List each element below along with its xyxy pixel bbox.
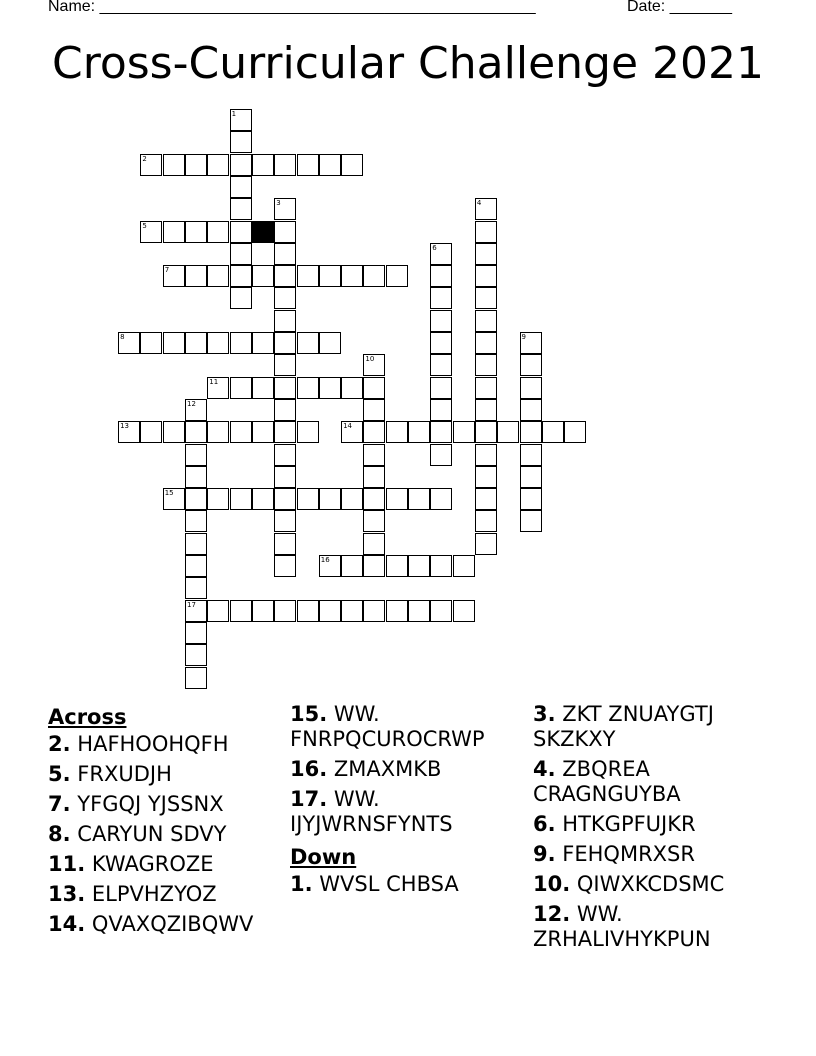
grid-cell[interactable] [475,287,497,309]
clue-number-label: 7 [164,266,170,275]
grid-cell[interactable] [163,421,185,443]
clue-text: KWAGROZE [91,852,214,876]
across-clue [48,882,288,907]
clue-number: 13. [48,882,86,906]
grid-cell[interactable] [207,221,229,243]
grid-cell[interactable] [230,287,252,309]
grid-cell[interactable] [185,667,207,689]
clue-text: YFGQJ YJSSNX [77,792,224,816]
across-heading: Across [48,705,127,729]
clue-text: QIWXKCDSMC [576,872,725,896]
grid-cell[interactable] [185,421,207,443]
clue-number-label: 10 [365,355,375,364]
grid-cell[interactable] [274,399,296,421]
across-clue [48,792,288,817]
grid-cell[interactable] [230,221,252,243]
grid-cell[interactable] [207,332,229,354]
grid-cell[interactable] [163,154,185,176]
clue-text: CARYUN SDVY [77,822,227,846]
clue-number-label: 3 [276,199,281,208]
grid-cell[interactable] [185,466,207,488]
grid-cell[interactable] [542,421,564,443]
across-clue [290,787,522,837]
clue-number-label: 9 [521,333,526,341]
grid-cell[interactable] [430,399,452,421]
grid-cell[interactable] [475,354,497,376]
grid-cell[interactable] [185,577,207,599]
grid-cell[interactable] [341,488,363,510]
clue-text: WW. IJYJWRNSFYNTS [290,787,453,836]
grid-cell[interactable] [363,555,385,577]
grid-cell[interactable] [430,287,452,309]
clue-column-2 [290,702,522,902]
grid-cell[interactable] [207,488,229,510]
grid-cell[interactable] [185,332,207,354]
grid-cell[interactable] [274,444,296,466]
grid-cell[interactable] [274,265,296,287]
grid-cell[interactable] [274,243,296,265]
grid-block [252,221,274,243]
down-clue [533,757,769,807]
grid-cell[interactable] [185,265,207,287]
clue-number: 14. [48,912,86,936]
grid-cell[interactable] [408,600,430,622]
grid-cell[interactable] [520,510,542,532]
clue-number: 12. [533,902,571,926]
grid-cell[interactable] [475,533,497,555]
grid-cell[interactable] [230,154,252,176]
grid-cell[interactable] [297,377,319,399]
grid-cell[interactable] [297,600,319,622]
clue-text: FRXUDJH [77,762,172,786]
clue-number: 15. [290,702,328,726]
grid-cell[interactable] [430,600,452,622]
grid-cell[interactable] [430,332,452,354]
grid-cell[interactable] [475,488,497,510]
grid-cell[interactable] [230,488,252,510]
grid-cell[interactable] [475,399,497,421]
clue-number: 10. [533,872,571,896]
grid-cell[interactable] [207,265,229,287]
clue-number: 9. [533,842,556,866]
across-clue [48,852,288,877]
grid-cell[interactable] [475,221,497,243]
grid-cell[interactable] [453,555,475,577]
grid-cell[interactable] [497,421,519,443]
clue-number-label: 17 [187,600,196,609]
grid-cell[interactable] [475,510,497,532]
grid-cell[interactable] [430,377,452,399]
grid-cell[interactable] [297,154,319,176]
grid-cell[interactable] [140,332,162,354]
clue-number-label: 16 [320,556,330,564]
grid-cell[interactable] [363,510,385,532]
grid-cell[interactable] [252,488,274,510]
grid-cell[interactable] [319,600,341,622]
clue-text: ELPVHZYOZ [91,882,217,906]
grid-cell[interactable] [274,600,296,622]
clue-number: 7. [48,792,71,816]
down-clue [533,902,769,952]
grid-cell[interactable] [274,287,296,309]
grid-cell[interactable] [140,421,162,443]
grid-cell[interactable] [230,265,252,287]
clue-column-3 [533,702,769,957]
grid-cell[interactable] [230,198,252,220]
grid-cell[interactable] [274,555,296,577]
grid-cell[interactable] [430,310,452,332]
down-clue [533,872,769,897]
across-clue [290,702,522,752]
grid-cell[interactable] [475,243,497,265]
clue-text: ZBQREA CRAGNGUYBA [533,757,681,806]
grid-cell[interactable] [520,399,542,421]
grid-cell[interactable] [319,377,341,399]
across-clue [48,912,288,937]
clue-number-label: 13 [120,422,130,431]
clue-number-label: 1 [231,110,237,118]
grid-cell[interactable] [252,600,274,622]
grid-cell[interactable] [163,332,185,354]
grid-cell[interactable] [408,555,430,577]
grid-cell[interactable] [230,332,252,354]
grid-cell[interactable] [230,421,252,443]
grid-cell[interactable] [341,377,363,399]
clue-number-label: 15 [164,489,174,498]
clue-number-label: 6 [432,243,437,252]
grid-cell[interactable] [341,265,363,287]
clue-number-label: 12 [187,399,196,408]
across-clue [290,757,522,782]
grid-cell[interactable] [475,444,497,466]
grid-cell[interactable] [274,533,296,555]
grid-cell[interactable] [230,600,252,622]
grid-cell[interactable] [475,421,497,443]
grid-cell[interactable] [363,444,385,466]
grid-cell[interactable] [341,154,363,176]
grid-cell[interactable] [430,488,452,510]
clue-text: HTKGPFUJKR [562,812,696,836]
grid-cell[interactable] [453,600,475,622]
grid-cell[interactable] [475,466,497,488]
clue-number-label: 11 [209,377,219,386]
grid-cell[interactable] [475,377,497,399]
clue-number-label: 2 [142,154,147,163]
grid-cell[interactable] [319,488,341,510]
clue-number: 16. [290,757,328,781]
down-heading: Down [290,845,357,869]
down-clue [533,702,769,752]
grid-cell[interactable] [319,265,341,287]
grid-cell[interactable] [564,421,586,443]
grid-cell[interactable] [207,600,229,622]
clue-number: 17. [290,787,328,811]
grid-cell[interactable] [363,377,385,399]
clue-number: 6. [533,812,556,836]
grid-cell[interactable] [185,510,207,532]
clue-number-label: 8 [120,333,125,341]
grid-cell[interactable] [274,332,296,354]
down-clue [290,872,522,897]
grid-cell[interactable] [185,555,207,577]
grid-cell[interactable] [319,154,341,176]
grid-cell[interactable] [363,265,385,287]
date-line: Date: _______ [627,0,732,15]
grid-cell[interactable] [297,421,319,443]
clue-number: 4. [533,757,556,781]
grid-cell[interactable] [520,444,542,466]
clue-number: 11. [48,852,86,876]
grid-cell[interactable] [185,221,207,243]
grid-cell[interactable] [252,265,274,287]
grid-cell[interactable] [274,421,296,443]
grid-cell[interactable] [274,377,296,399]
grid-cell[interactable] [185,533,207,555]
grid-cell[interactable] [408,488,430,510]
clue-number: 1. [290,872,313,896]
grid-cell[interactable] [363,488,385,510]
grid-cell[interactable] [230,131,252,153]
grid-cell[interactable] [520,466,542,488]
grid-cell[interactable] [252,377,274,399]
page-title: Cross-Curricular Challenge 2021 [51,38,764,89]
grid-cell[interactable] [430,555,452,577]
clue-text: QVAXQZIBQWV [91,912,254,936]
clue-text: HAFHOOHQFH [77,732,229,756]
grid-cell[interactable] [363,399,385,421]
down-clue [533,812,769,837]
grid-cell[interactable] [363,600,385,622]
grid-cell[interactable] [163,221,185,243]
grid-cell[interactable] [341,555,363,577]
across-clue [48,762,288,787]
grid-cell[interactable] [520,488,542,510]
grid-cell[interactable] [520,354,542,376]
clue-number: 5. [48,762,71,786]
grid-cell[interactable] [386,488,408,510]
clue-text: WVSL CHBSA [319,872,459,896]
grid-cell[interactable] [430,421,452,443]
clue-text: ZMAXMKB [333,757,442,781]
across-clue [48,822,288,847]
grid-cell[interactable] [230,377,252,399]
name-line: Name: _________________________________________________ [48,0,536,15]
clue-number-label: 5 [142,221,147,230]
grid-cell[interactable] [252,332,274,354]
grid-cell[interactable] [252,421,274,443]
clue-number-label: 4 [476,199,482,208]
grid-cell[interactable] [475,265,497,287]
clue-number: 3. [533,702,556,726]
grid-cell[interactable] [230,176,252,198]
grid-cell[interactable] [453,421,475,443]
grid-cell[interactable] [274,221,296,243]
grid-cell[interactable] [252,154,274,176]
grid-cell[interactable] [274,488,296,510]
grid-cell[interactable] [297,332,319,354]
down-clue [533,842,769,867]
grid-cell[interactable] [185,444,207,466]
clue-text: FEHQMRXSR [562,842,695,866]
grid-cell[interactable] [274,310,296,332]
grid-cell[interactable] [408,421,430,443]
clue-text: WW. FNRPQCUROCRWP [290,702,485,751]
grid-cell[interactable] [475,310,497,332]
grid-cell[interactable] [185,154,207,176]
grid-cell[interactable] [430,354,452,376]
grid-cell[interactable] [274,354,296,376]
grid-cell[interactable] [274,154,296,176]
clue-text: WW. ZRHALIVHYKPUN [533,902,711,951]
grid-cell[interactable] [386,555,408,577]
grid-cell[interactable] [185,622,207,644]
grid-cell[interactable] [297,265,319,287]
grid-cell[interactable] [274,466,296,488]
grid-cell[interactable] [363,466,385,488]
grid-cell[interactable] [274,510,296,532]
grid-cell[interactable] [386,421,408,443]
grid-cell[interactable] [230,243,252,265]
clue-number: 8. [48,822,71,846]
clue-text: ZKT ZNUAYGTJ SKZKXY [533,702,714,751]
grid-cell[interactable] [319,332,341,354]
grid-cell[interactable] [207,421,229,443]
grid-cell[interactable] [185,488,207,510]
grid-cell[interactable] [341,600,363,622]
across-clue [48,732,288,757]
clue-number: 2. [48,732,71,756]
grid-cell[interactable] [386,600,408,622]
grid-cell[interactable] [520,377,542,399]
clue-number-label: 14 [343,422,353,431]
grid-cell[interactable] [475,332,497,354]
grid-cell[interactable] [430,444,452,466]
grid-cell[interactable] [363,421,385,443]
grid-cell[interactable] [297,488,319,510]
grid-cell[interactable] [207,154,229,176]
grid-cell[interactable] [185,644,207,666]
grid-cell[interactable] [363,533,385,555]
grid-cell[interactable] [386,265,408,287]
grid-cell[interactable] [430,265,452,287]
clue-column-1 [48,702,288,942]
grid-cell[interactable] [520,421,542,443]
